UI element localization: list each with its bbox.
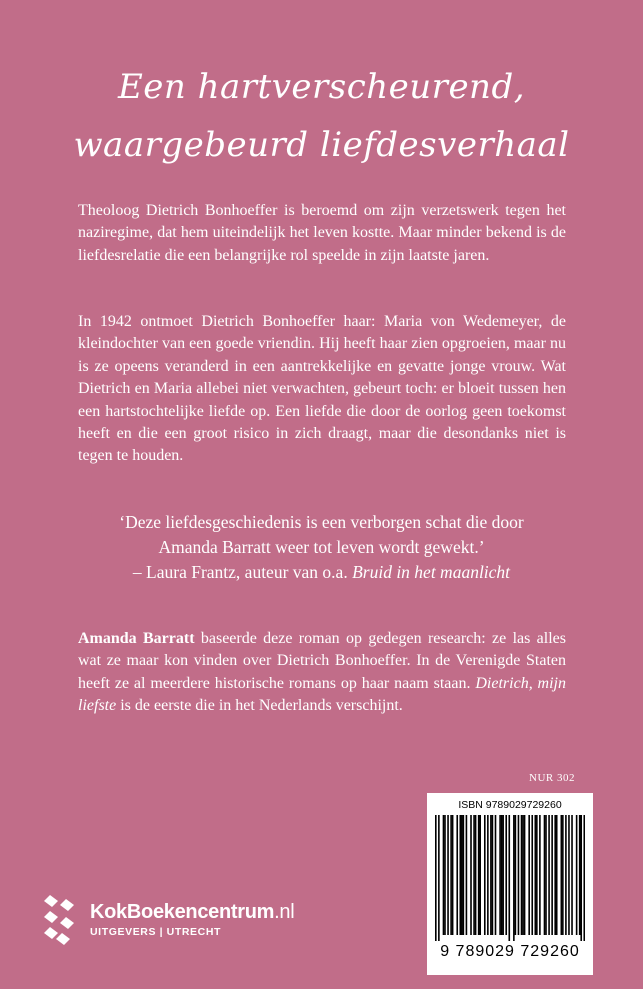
quote-attribution bbox=[60, 560, 583, 585]
barcode-bar bbox=[495, 815, 497, 935]
barcode-bar bbox=[524, 815, 526, 935]
barcode-bar bbox=[487, 815, 489, 935]
barcode-bar bbox=[473, 815, 475, 935]
publisher-name-suffix: .nl bbox=[274, 900, 295, 923]
barcode-bar bbox=[544, 815, 546, 935]
barcode-bar bbox=[501, 815, 503, 935]
barcode-bar bbox=[478, 815, 480, 935]
barcode-bar bbox=[562, 815, 564, 935]
publisher-subtitle: UITGEVERS | UTRECHT bbox=[90, 925, 222, 938]
bio-text-1: baseerde deze roman op gedegen research: ze las alles wat ze maar kon vinden over Dietrich Bonhoeffer. In de Verenigde Staten heeft ze al meerdere historische romans op haar naam staan. bbox=[78, 630, 566, 692]
barcode-bar bbox=[561, 815, 563, 935]
barcode-bar bbox=[456, 815, 458, 935]
barcode-bar bbox=[518, 815, 520, 935]
barcode-bar bbox=[479, 815, 481, 935]
barcode-bar bbox=[545, 815, 547, 935]
barcode-bar bbox=[447, 815, 449, 935]
barcode-bar bbox=[435, 815, 437, 941]
barcode-bar bbox=[463, 815, 465, 935]
barcode-bar bbox=[534, 815, 536, 935]
publisher-logo-icon bbox=[44, 893, 80, 945]
quote-book-title: Bruid in het maanlicht bbox=[352, 562, 511, 582]
barcode-bar bbox=[505, 815, 507, 935]
intro-paragraph: Theoloog Dietrich Bonhoeffer is beroemd om zijn verzetswerk tegen het naziregime, dat hem uiteindelijk het leven kostte. Maar minder bekend is de liefdesrelatie die een belangrijke rol speelde in zijn laatste jaren. bbox=[78, 202, 566, 264]
review-quote bbox=[60, 510, 583, 585]
publisher-name bbox=[90, 901, 294, 924]
barcode-bar bbox=[443, 815, 445, 935]
barcode-bar bbox=[565, 815, 567, 935]
barcode-icon bbox=[435, 815, 585, 941]
barcode-bar bbox=[450, 815, 452, 935]
barcode-bar bbox=[556, 815, 558, 935]
barcode-bar bbox=[536, 815, 538, 935]
author-bio bbox=[78, 628, 566, 718]
author-name: Amanda Barratt bbox=[78, 630, 195, 647]
barcode-bar bbox=[522, 815, 524, 935]
barcode-bar bbox=[576, 815, 578, 935]
barcode-bar bbox=[484, 815, 486, 935]
tagline bbox=[0, 58, 643, 174]
publisher-logo bbox=[44, 893, 294, 945]
barcode-bar bbox=[499, 815, 501, 935]
barcode-bar bbox=[515, 815, 517, 935]
barcode-bar bbox=[475, 815, 477, 935]
barcode-bar bbox=[444, 815, 446, 935]
story-paragraph: In 1942 ontmoet Dietrich Bonhoeffer haar: Maria von Wedemeyer, de kleindochter van een goede vriendin. Hij heeft haar zien opgroeien, maar nu is ze opeens veranderd in een aantrekkelijke en gevatte jonge vrouw. Wat Dietrich en Maria allebei niet verwachten, gebeurt toch: er bloeit tussen hen een hartstochtelijke liefde op. Een liefde die door de oorlog geen toekomst heeft en die een groot risico in zich draagt, maar die desondanks niet is tegen te houden. bbox=[78, 313, 566, 465]
publisher-name-main: KokBoekencentrum bbox=[90, 900, 275, 923]
barcode-bar bbox=[438, 815, 440, 941]
barcode-bar bbox=[568, 815, 570, 935]
bio-book-title: Dietrich, mijn liefste bbox=[78, 674, 567, 715]
barcode-box bbox=[427, 793, 593, 975]
barcode-bar bbox=[502, 815, 504, 935]
barcode-bar bbox=[571, 815, 573, 935]
publisher-text bbox=[90, 901, 294, 938]
barcode-bar bbox=[470, 815, 472, 935]
quote-attribution-prefix: – Laura Frantz, auteur van o.a. bbox=[132, 562, 353, 582]
quote-line-2: Amanda Barratt weer tot leven wordt gewekt.’ bbox=[158, 537, 485, 557]
tagline-line-2: waargebeurd liefdesverhaal bbox=[73, 125, 570, 165]
barcode-bar bbox=[579, 815, 581, 935]
barcode-bar bbox=[528, 815, 530, 935]
barcode-bar bbox=[466, 815, 468, 935]
barcode-bar bbox=[583, 815, 585, 941]
barcode-bar bbox=[531, 815, 533, 935]
bio-text-2: is de eerste die in het Nederlands verschijnt. bbox=[116, 697, 403, 715]
barcode-bar bbox=[461, 815, 463, 935]
barcode-bar bbox=[452, 815, 454, 935]
barcode-bar bbox=[459, 815, 461, 935]
quote-line-1: ‘Deze liefdesgeschiedenis is een verborgen schat die door bbox=[119, 512, 524, 532]
barcode-bar bbox=[551, 815, 553, 935]
barcode-bar bbox=[548, 815, 550, 935]
barcode-bar bbox=[554, 815, 556, 935]
barcode-bar bbox=[508, 815, 510, 941]
barcode-bar bbox=[580, 815, 582, 941]
nur-code: NUR 302 bbox=[529, 772, 575, 784]
barcode-bar bbox=[513, 815, 515, 941]
barcode-bar bbox=[490, 815, 492, 935]
isbn-digits: 9 789029 729260 bbox=[440, 943, 580, 960]
barcode-bar bbox=[521, 815, 523, 935]
isbn-label: ISBN 9789029729260 bbox=[458, 799, 562, 811]
tagline-line-1: Een hartverscheurend, bbox=[117, 67, 526, 107]
barcode-bar bbox=[492, 815, 494, 935]
barcode-bar bbox=[539, 815, 541, 935]
